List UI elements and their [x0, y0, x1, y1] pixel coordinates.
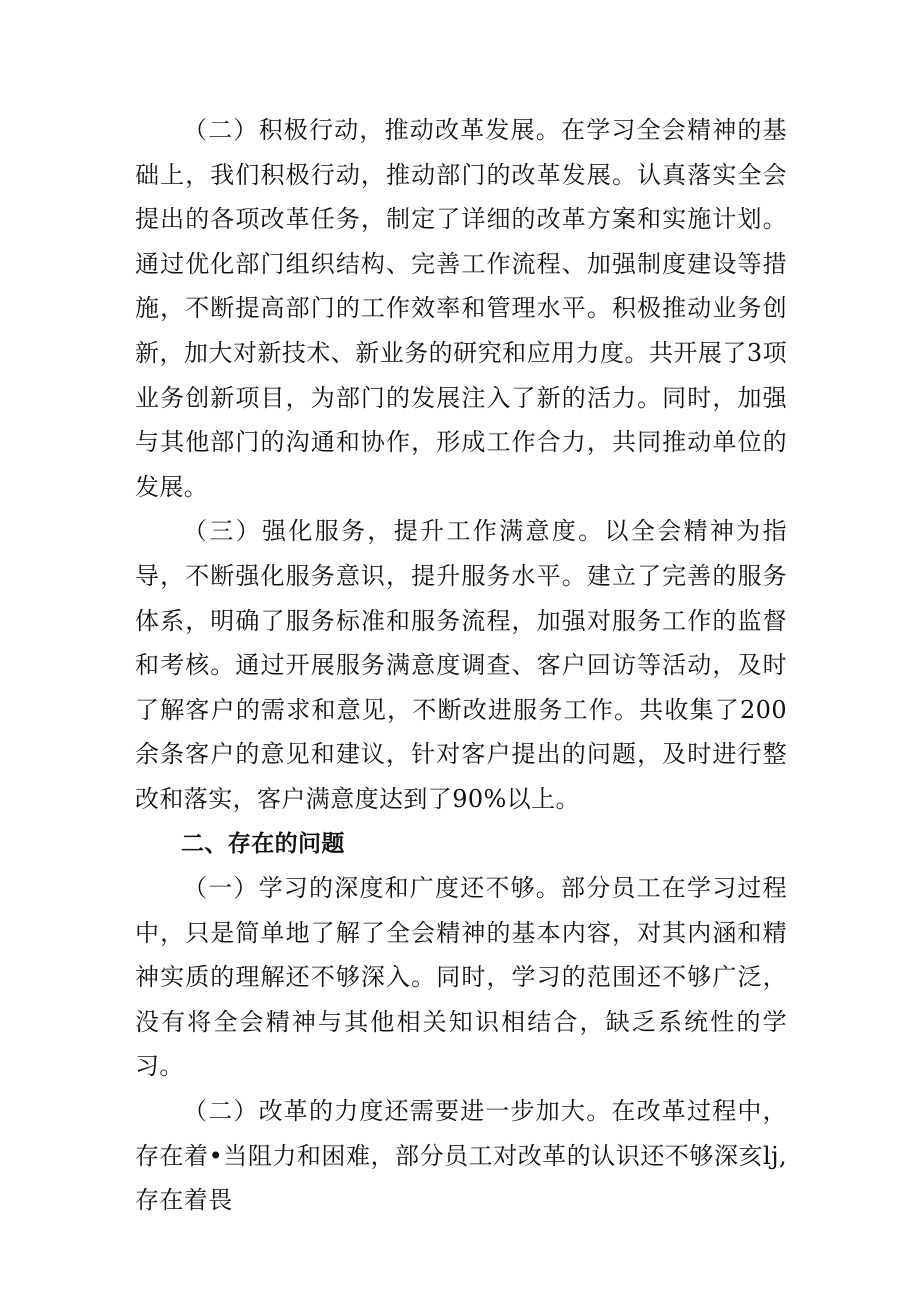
paragraph-study-depth: （一）学习的深度和广度还不够。部分员工在学习过程中，只是简单地了解了全会精神的基本内容，对其内涵和精神实质的理解还不够深入。同时，学习的范围还不够广泛，没有将全会精神与其他相关知识相结合，缺乏系统性的学习。 [135, 874, 787, 1081]
paragraph-reform-progress: （二）积极行动，推动改革发展。在学习全会精神的基础上，我们积极行动，推动部门的改革发展。认真落实全会提出的各项改革任务，制定了详细的改革方案和实施计划。通过优化部门组织结构、完善工作流程、加强制度建设等措施，不断提高部门的工作效率和管理水平。积极推动业务创新，加大对新技术、新业务的研究和应用力度。共开展了3项业务创新项目，为部门的发展注入了新的活力。同时，加强与其他部门的沟通和协作，形成工作合力，共同推动单位的发展。 [135, 116, 787, 501]
document-body [135, 108, 787, 1223]
paragraph-reform-intensity: （二）改革的力度还需要进一步加大。在改革过程中，存在着•当阻力和困难，部分员工对改革的认识还不够深亥lj,存在着畏 [135, 1097, 787, 1215]
paragraph-service-improvement: （三）强化服务，提升工作满意度。以全会精神为指导，不断强化服务意识，提升服务水平。建立了完善的服务体系，明确了服务标准和服务流程，加强对服务工作的监督和考核。通过开展服务满意度调查、客户回访等活动，及时了解客户的需求和意见，不断改进服务工作。共收集了200余条客户的意见和建议，针对客户提出的问题，及时进行整改和落实，客户满意度达到了90%以上。 [135, 517, 787, 813]
section-heading-problems: 二、存在的问题 [181, 830, 345, 857]
